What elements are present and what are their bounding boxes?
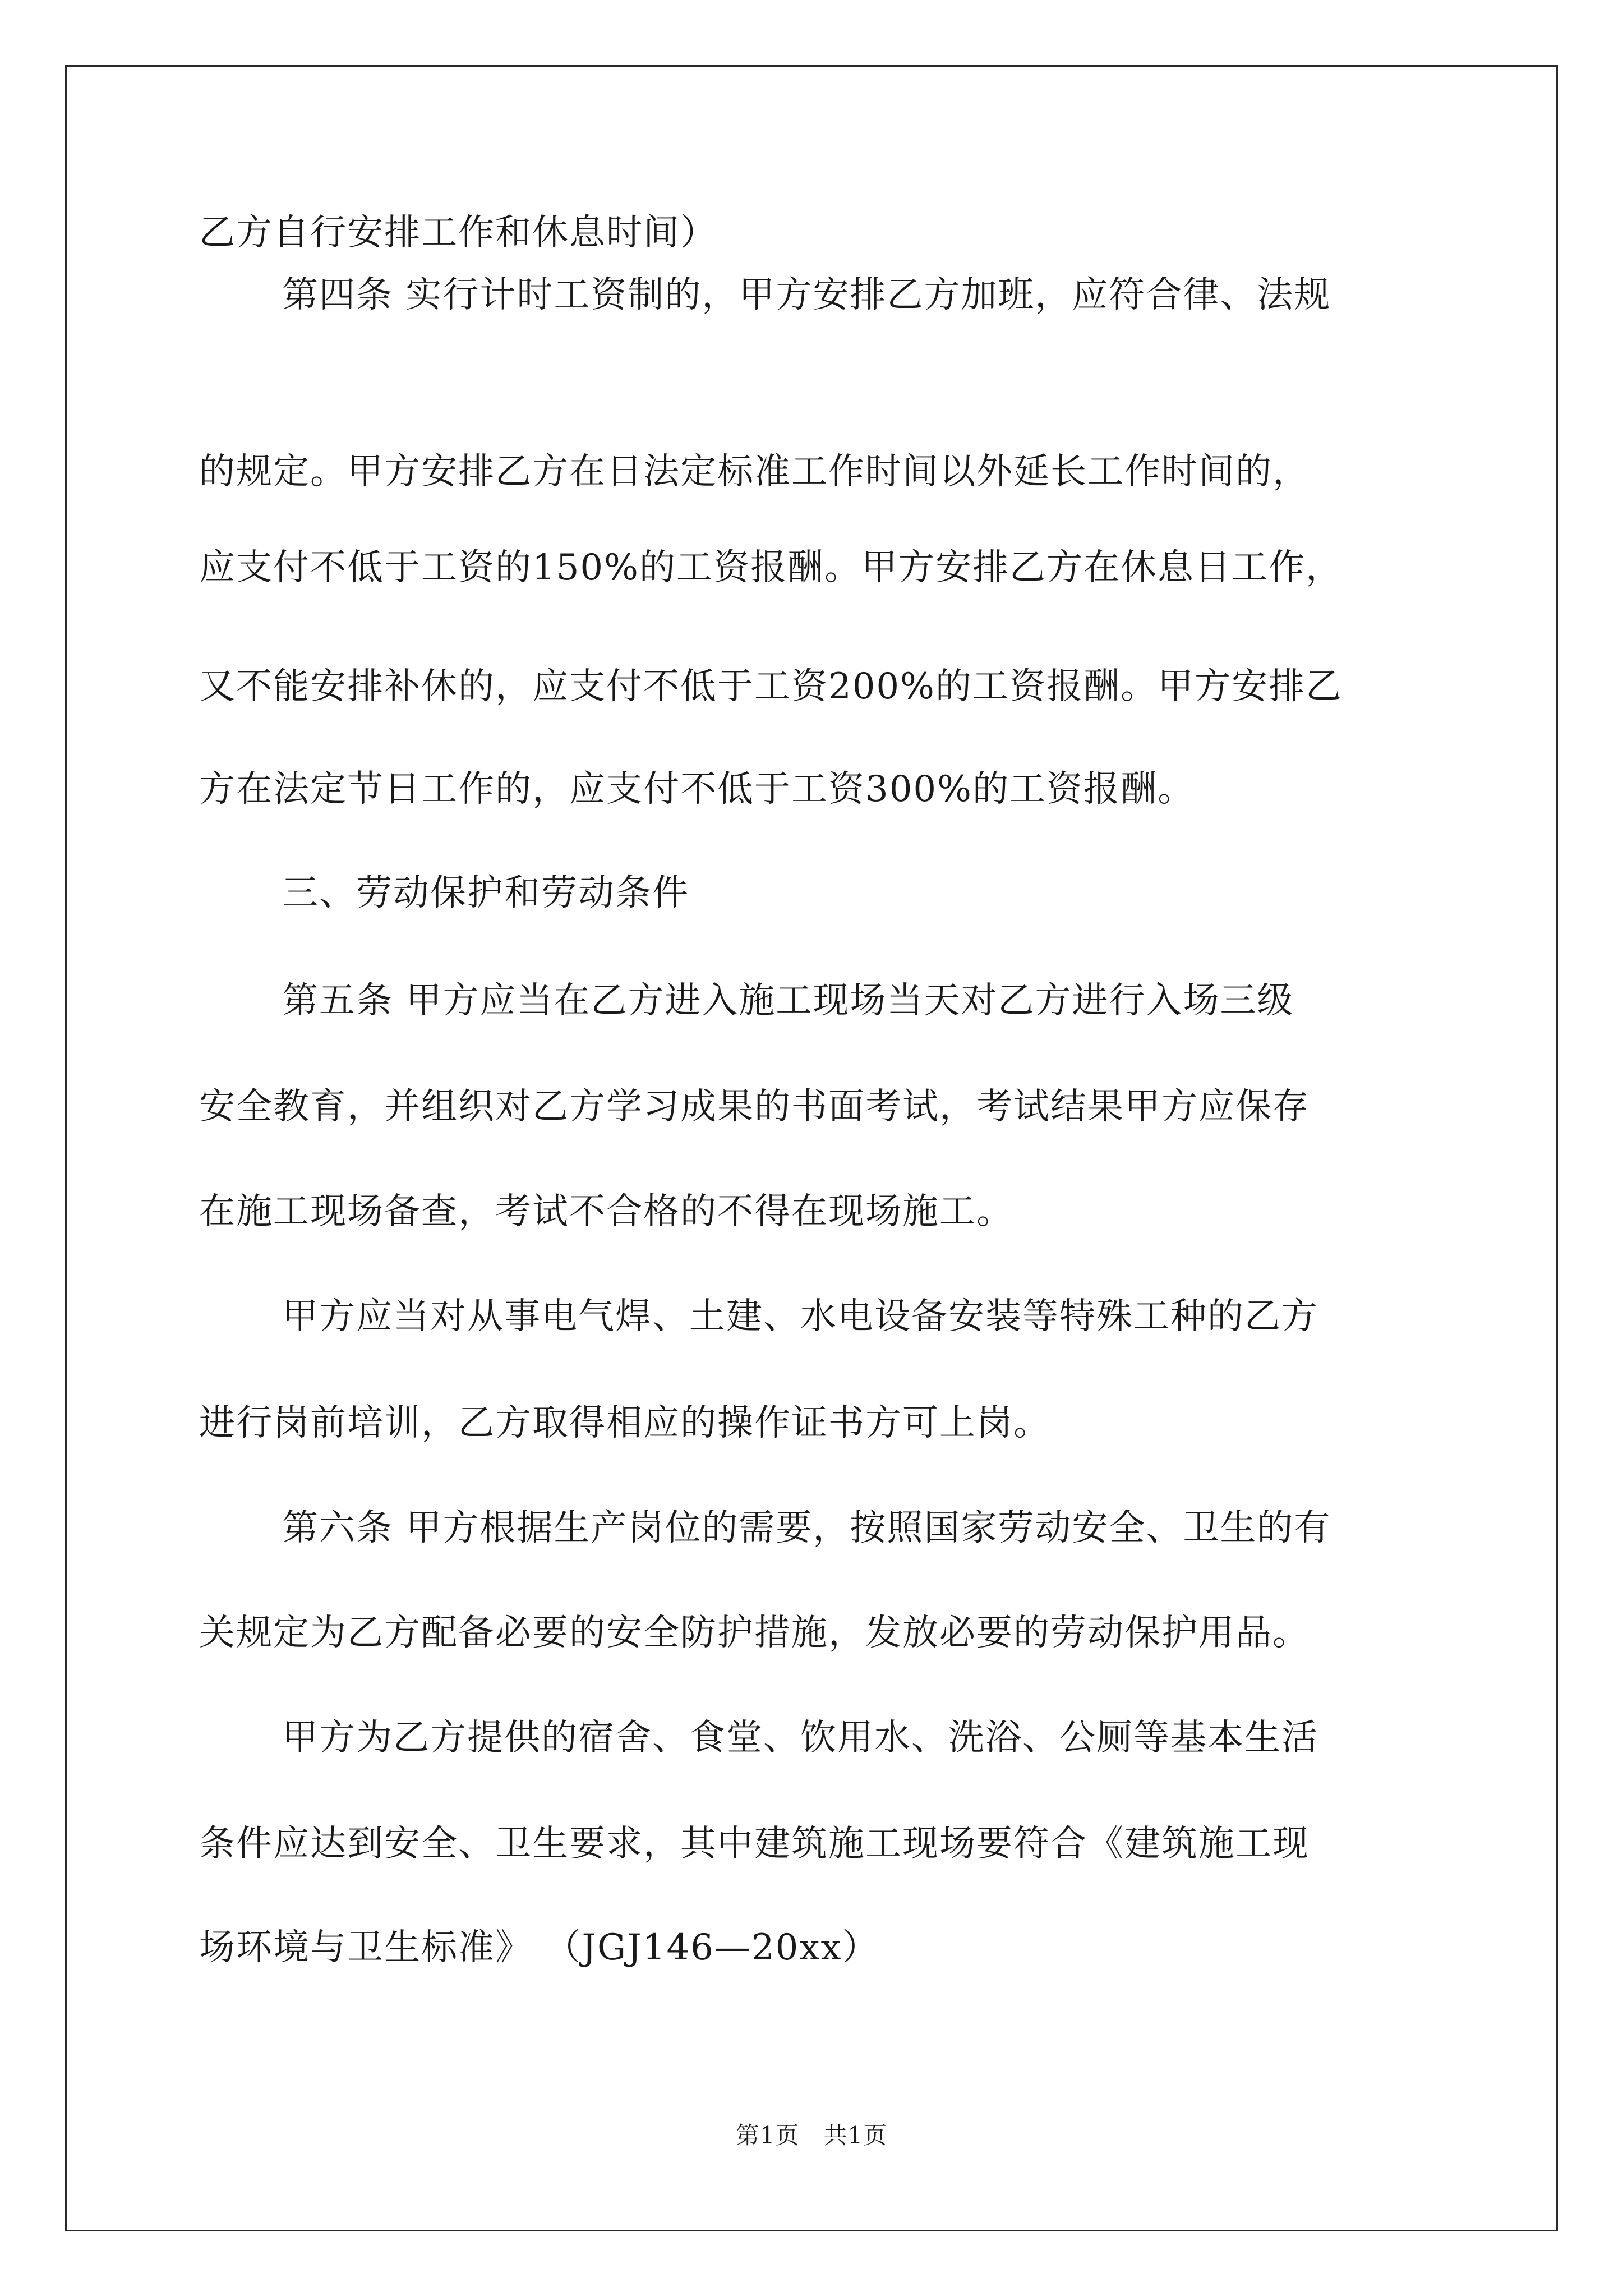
paragraph-living-conditions-cont <box>199 1927 1461 1968</box>
text-line: 方在法定节日工作的，应支付不低于工资300%的工资报酬。 <box>199 769 1195 810</box>
text-line: 第四条 实行计时工资制的，甲方安排乙方加班，应符合律、法规 <box>282 274 1331 316</box>
text-line: 甲方应当对从事电气焊、土建、水电设备安装等特殊工种的乙方 <box>282 1296 1318 1337</box>
text-line: 应支付不低于工资的150%的工资报酬。甲方安排乙方在休息日工作， <box>199 547 1343 588</box>
paragraph-article-5-cont <box>199 1191 1461 1232</box>
text-line: 第六条 甲方根据生产岗位的需要，按照国家劳动安全、卫生的有 <box>282 1507 1331 1549</box>
paragraph-living-conditions <box>199 1717 1461 1759</box>
text-line: 安全教育，并组织对乙方学习成果的书面考试，考试结果甲方应保存 <box>199 1086 1310 1128</box>
paragraph-article-4-cont <box>199 769 1461 810</box>
text-line: 场环境与卫生标准》 （JGJ146—20xx） <box>199 1927 879 1968</box>
paragraph-article-4-cont <box>199 547 1461 588</box>
text-line: 的规定。甲方安排乙方在日法定标准工作时间以外延长工作时间的， <box>199 451 1310 493</box>
paragraph-article-6-cont <box>199 1612 1461 1654</box>
text-line: 关规定为乙方配备必要的安全防护措施，发放必要的劳动保护用品。 <box>199 1612 1310 1654</box>
paragraph-article-5 <box>199 980 1461 1022</box>
page-border <box>65 65 1558 2231</box>
paragraph-article-4 <box>199 274 1461 316</box>
text-line: 甲方为乙方提供的宿舍、食堂、饮用水、洗浴、公厕等基本生活 <box>282 1717 1318 1759</box>
document-body <box>199 212 1461 254</box>
paragraph-article-5-cont <box>199 1086 1461 1128</box>
text-line: 又不能安排补休的，应支付不低于工资200%的工资报酬。甲方安排乙 <box>199 666 1343 707</box>
paragraph-article-6 <box>199 1507 1461 1549</box>
paragraph-training <box>199 1296 1461 1337</box>
paragraph-living-conditions-cont <box>199 1823 1461 1865</box>
text-line: 乙方自行安排工作和休息时间） <box>199 212 717 254</box>
text-line: 进行岗前培训，乙方取得相应的操作证书方可上岗。 <box>199 1402 1050 1444</box>
paragraph-article-4-cont <box>199 666 1461 707</box>
text-line: 条件应达到安全、卫生要求，其中建筑施工现场要符合《建筑施工现 <box>199 1823 1310 1865</box>
paragraph-training-cont <box>199 1402 1461 1444</box>
text-line: 第五条 甲方应当在乙方进入施工现场当天对乙方进行入场三级 <box>282 980 1294 1022</box>
section-heading <box>199 872 1461 914</box>
page-number-footer: 第1页 共1页 <box>735 2122 888 2149</box>
text-line: 在施工现场备查，考试不合格的不得在现场施工。 <box>199 1191 1013 1232</box>
paragraph-article-4-cont <box>199 451 1461 493</box>
section-title: 三、劳动保护和劳动条件 <box>282 872 689 914</box>
